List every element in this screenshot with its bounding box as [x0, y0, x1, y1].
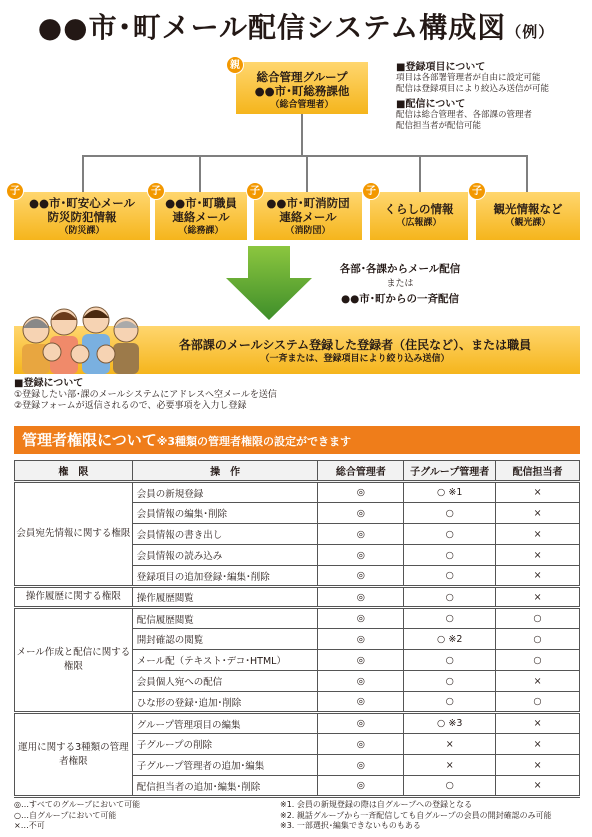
sender-cell: ×: [496, 713, 580, 734]
general-admin-cell: ◎: [318, 692, 404, 713]
child-admin-cell: ○: [404, 545, 496, 566]
general-admin-cell: ◎: [318, 566, 404, 587]
operation-cell: 会員の新規登録: [132, 482, 318, 503]
operation-cell: 登録項目の追加登録･編集･削除: [132, 566, 318, 587]
page-title: [0, 6, 592, 46]
down-arrow-icon: [226, 246, 312, 320]
child-4-line1: くらしの情報: [384, 202, 454, 216]
table-row: [15, 713, 580, 734]
child-admin-cell: ○: [404, 566, 496, 587]
sender-cell: ×: [496, 566, 580, 587]
footnotes-right: [280, 800, 552, 832]
parent-box: [236, 62, 368, 114]
category-cell: 運用に関する3種類の管理者権限: [15, 713, 133, 797]
connector-drop-3: [306, 155, 308, 193]
child-badge-2: 子: [147, 182, 165, 200]
footnotes-left: [14, 800, 140, 832]
registration-line1: ①登録したい部･課のメールシステムにアドレスへ空メールを送信: [14, 389, 277, 400]
general-admin-cell: ◎: [318, 713, 404, 734]
arrow-caption-line1: 各部･各課からメール配信: [339, 263, 461, 275]
child-box-4: [370, 192, 468, 240]
admin-heading-bar: [14, 426, 580, 454]
general-admin-cell: ◎: [318, 587, 404, 608]
child-2-sub: （総務課）: [178, 226, 224, 236]
connector-drop-1: [82, 155, 84, 193]
reg-note-line2: 配信は登録項目により絞込み送信が可能: [396, 84, 550, 94]
child-3-line2: 連絡メール: [279, 210, 337, 224]
footnote-left-1: ◎…すべてのグループにおいて可能: [14, 800, 141, 809]
general-admin-cell: ◎: [318, 608, 404, 629]
operation-cell: 子グループ管理者の追加･編集: [132, 755, 318, 776]
table-header-row: [15, 461, 580, 482]
connector-drop-4: [419, 155, 421, 193]
registration-line2: ②登録フォームが返信されるので、必要事項を入力し登録: [14, 401, 247, 411]
recipients-main: 各部課のメールシステム登録した登録者（住民など）、または職員: [178, 338, 532, 352]
operation-cell: 配信履歴閲覧: [132, 608, 318, 629]
general-admin-cell: ◎: [318, 482, 404, 503]
child-5-line1: 観光情報など: [493, 202, 563, 216]
child-1-sub: （防災課）: [59, 226, 105, 236]
reg-note-head: ■登録項目について: [396, 62, 486, 73]
send-note-line1: 配信は総合管理者、各部課の管理者: [396, 110, 533, 120]
notes-right: [396, 62, 549, 132]
child-box-5: [476, 192, 580, 240]
operation-cell: 開封確認の閲覧: [132, 629, 318, 650]
child-3-line1: ●●市･町消防団: [266, 196, 350, 210]
operation-cell: 会員個人宛への配信: [132, 671, 318, 692]
connector-vertical: [301, 114, 303, 156]
table-row: [15, 587, 580, 608]
operation-cell: 配信担当者の追加･編集･削除: [132, 776, 318, 797]
general-admin-cell: ◎: [318, 629, 404, 650]
header-child-group-admin: 子グループ管理者: [404, 461, 496, 482]
admin-title: 管理者権限について: [22, 431, 157, 449]
child-badge-3: 子: [246, 182, 264, 200]
child-admin-cell: ×: [404, 755, 496, 776]
child-admin-cell: ○: [404, 524, 496, 545]
child-admin-cell: ○: [404, 776, 496, 797]
child-box-1: [14, 192, 150, 240]
child-3-sub: （消防団）: [285, 226, 331, 236]
operation-cell: グループ管理項目の編集: [132, 713, 318, 734]
child-2-line1: ●●市･町職員: [165, 196, 237, 210]
child-admin-cell: ×: [404, 734, 496, 755]
sender-cell: ○: [496, 629, 580, 650]
arrow-caption: [320, 262, 480, 307]
title-suffix: （例）: [506, 23, 555, 41]
parent-line1: 総合管理グループ: [256, 70, 348, 84]
operation-cell: 操作履歴閲覧: [132, 587, 318, 608]
child-badge-5: 子: [468, 182, 486, 200]
child-box-2: [155, 192, 247, 240]
operation-cell: 会員情報の書き出し: [132, 524, 318, 545]
arrow-caption-line3: ●●市･町からの一斉配信: [340, 293, 460, 305]
connector-drop-5: [526, 155, 528, 193]
footnote-right-2: ※2. 親話グループから一斉配信しても自グループの会員の開封確認のみ可能: [280, 810, 552, 820]
people-illustration-icon: [14, 300, 144, 376]
child-admin-cell: ○ ※2: [404, 629, 496, 650]
sender-cell: ×: [496, 671, 580, 692]
operation-cell: メール配（テキスト･デコ･HTML）: [132, 650, 318, 671]
parent-line3: （総合管理者）: [270, 100, 334, 110]
child-admin-cell: ○: [404, 650, 496, 671]
child-admin-cell: ○ ※3: [404, 713, 496, 734]
recipients-text: [160, 338, 550, 366]
general-admin-cell: ◎: [318, 650, 404, 671]
operation-cell: 会員情報の読み込み: [132, 545, 318, 566]
arrow-caption-line2: または: [386, 279, 414, 289]
send-note-line2: 配信担当者が配信可能: [396, 121, 482, 131]
sender-cell: ×: [496, 755, 580, 776]
header-operation: 操 作: [132, 461, 318, 482]
footnote-left-3: ×…不可: [14, 821, 45, 830]
sender-cell: ○: [496, 692, 580, 713]
sender-cell: ×: [496, 503, 580, 524]
general-admin-cell: ◎: [318, 755, 404, 776]
operation-cell: ひな形の登録･追加･削除: [132, 692, 318, 713]
table-row: [15, 608, 580, 629]
footnote-right-1: ※1. 会員の新規登録の際は自グループへの登録となる: [280, 800, 473, 809]
child-admin-cell: ○: [404, 671, 496, 692]
header-permission: 権 限: [15, 461, 133, 482]
child-badge-4: 子: [362, 182, 380, 200]
operation-cell: 子グループの削除: [132, 734, 318, 755]
sender-cell: ×: [496, 545, 580, 566]
child-badge-1: 子: [6, 182, 24, 200]
child-admin-cell: ○: [404, 692, 496, 713]
parent-badge: 親: [226, 56, 244, 74]
sender-cell: ×: [496, 734, 580, 755]
permission-table: [14, 460, 580, 798]
send-note-head: ■配信について: [396, 99, 466, 110]
header-general-admin: 総合管理者: [318, 461, 404, 482]
table-row: [15, 482, 580, 503]
general-admin-cell: ◎: [318, 734, 404, 755]
admin-subtitle: ※3種類の管理者権限の設定ができます: [156, 435, 352, 448]
general-admin-cell: ◎: [318, 524, 404, 545]
reg-note-line1: 項目は各部署管理者が自由に設定可能: [396, 73, 541, 83]
general-admin-cell: ◎: [318, 503, 404, 524]
category-cell: 会員宛先情報に関する権限: [15, 482, 133, 587]
child-admin-cell: ○: [404, 608, 496, 629]
title-text: ●●市･町メール配信システム構成図: [37, 11, 507, 44]
sender-cell: ○: [496, 608, 580, 629]
child-admin-cell: ○ ※1: [404, 482, 496, 503]
child-5-sub: （観光課）: [505, 218, 551, 228]
header-sender: 配信担当者: [496, 461, 580, 482]
parent-line2: ●●市･町総務課他: [254, 84, 350, 98]
sender-cell: ×: [496, 482, 580, 503]
general-admin-cell: ◎: [318, 545, 404, 566]
footnote-right-3: ※3. 一部選択･編集できないものもある: [280, 821, 421, 830]
sender-cell: ○: [496, 650, 580, 671]
category-cell: メール作成と配信に関する権限: [15, 608, 133, 713]
sender-cell: ×: [496, 587, 580, 608]
footnote-left-2: ○…自グループにおいて可能: [14, 810, 117, 820]
connector-horizontal: [82, 155, 528, 157]
general-admin-cell: ◎: [318, 671, 404, 692]
child-box-3: [254, 192, 362, 240]
registration-head: ■登録について: [14, 378, 84, 389]
child-1-line2: 防災防犯情報: [47, 210, 117, 224]
registration-notes: [14, 378, 277, 413]
connector-drop-2: [199, 155, 201, 193]
sender-cell: ×: [496, 524, 580, 545]
child-1-line1: ●●市･町安心メール: [28, 196, 136, 210]
child-admin-cell: ○: [404, 587, 496, 608]
child-2-line2: 連絡メール: [172, 210, 230, 224]
general-admin-cell: ◎: [318, 776, 404, 797]
recipients-sub: （一斉または、登録項目により絞り込み送信）: [260, 354, 450, 364]
category-cell: 操作履歴に関する権限: [15, 587, 133, 608]
child-4-sub: （広報課）: [396, 218, 442, 228]
sender-cell: ×: [496, 776, 580, 797]
child-admin-cell: ○: [404, 503, 496, 524]
operation-cell: 会員情報の編集･削除: [132, 503, 318, 524]
